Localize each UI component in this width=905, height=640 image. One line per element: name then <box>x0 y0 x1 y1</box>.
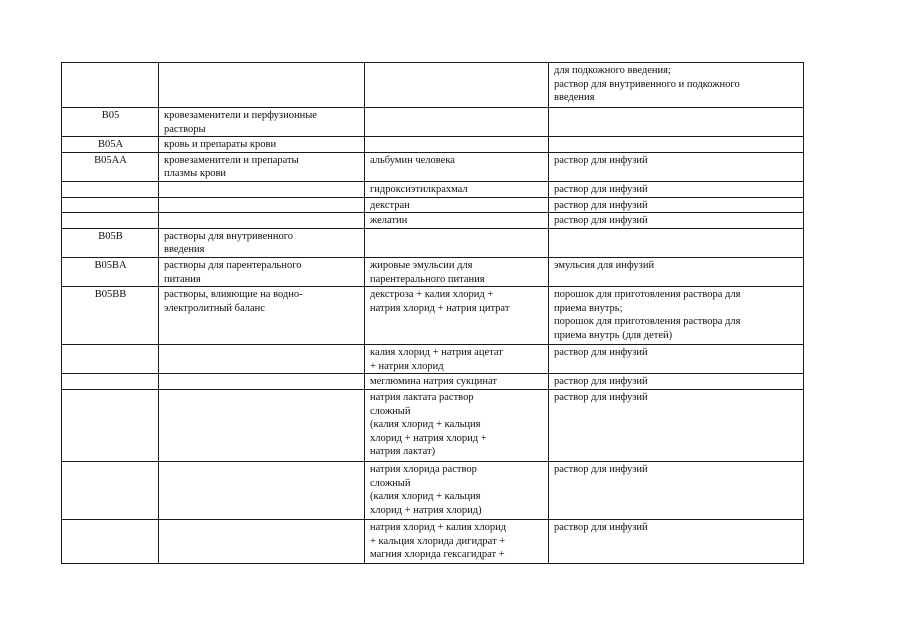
substance-cell <box>365 287 549 345</box>
atc-code-cell <box>62 519 159 563</box>
table-row <box>62 519 804 563</box>
group-name-cell <box>159 197 365 213</box>
cell-text-line: меглюмина натрия сукцинат <box>370 376 497 388</box>
substance-cell <box>365 63 549 108</box>
table-row <box>62 345 804 374</box>
cell-text-line: раствор для инфузий <box>554 521 648 533</box>
cell-text-line: раствор для инфузий <box>554 199 648 211</box>
cell-text-line: гидроксиэтилкрахмал <box>370 183 468 195</box>
group-name-cell <box>159 108 365 137</box>
table-row <box>62 197 804 213</box>
cell-text-line: сложный <box>370 405 411 417</box>
substance-cell <box>365 137 549 153</box>
table-row <box>62 228 804 257</box>
table-row <box>62 389 804 461</box>
cell-text-line: раствор для инфузий <box>554 391 648 403</box>
dosage-form-cell <box>549 197 804 213</box>
substance-cell <box>365 461 549 519</box>
group-name-cell <box>159 345 365 374</box>
dosage-form-cell <box>549 213 804 229</box>
atc-code-cell <box>62 374 159 390</box>
atc-code-cell <box>62 181 159 197</box>
cell-text-line: желатин <box>370 215 408 227</box>
cell-text-line: кровезаменители и препараты <box>164 154 299 166</box>
cell-text-line: альбумин человека <box>370 154 455 166</box>
table-row <box>62 152 804 181</box>
dosage-form-cell <box>549 287 804 345</box>
dosage-form-cell <box>549 389 804 461</box>
substance-cell <box>365 152 549 181</box>
cell-text-line: калия хлорид + натрия ацетат <box>370 347 503 359</box>
cell-text-line: сложный <box>370 477 411 489</box>
cell-text-line: декстроза + калия хлорид + <box>370 289 494 301</box>
cell-text-line: декстран <box>370 199 410 211</box>
substance-cell <box>365 228 549 257</box>
cell-text-line: + натрия хлорид <box>370 360 444 372</box>
cell-text-line: порошок для приготовления раствора для <box>554 316 741 328</box>
atc-code-cell <box>62 345 159 374</box>
substance-cell <box>365 345 549 374</box>
cell-text-line: натрия хлорида раствор <box>370 463 477 475</box>
table-row <box>62 213 804 229</box>
table-row <box>62 287 804 345</box>
table-row <box>62 461 804 519</box>
atc-code-cell: B05AA <box>62 152 159 181</box>
cell-text-line: приема внутрь (для детей) <box>554 329 673 341</box>
dosage-form-cell <box>549 63 804 108</box>
atc-code-cell <box>62 389 159 461</box>
substance-cell <box>365 197 549 213</box>
cell-text-line: растворы для парентерального <box>164 259 302 271</box>
dosage-form-cell <box>549 228 804 257</box>
cell-text-line: введения <box>554 92 595 104</box>
cell-text-line: раствор для инфузий <box>554 347 648 359</box>
atc-code-cell: B05BB <box>62 287 159 345</box>
cell-text-line: порошок для приготовления раствора для <box>554 289 741 301</box>
substance-cell <box>365 519 549 563</box>
cell-text-line: натрия хлорид + натрия цитрат <box>370 302 510 314</box>
atc-drug-table <box>61 62 804 564</box>
group-name-cell <box>159 389 365 461</box>
cell-text-line: натрия лактата раствор <box>370 391 474 403</box>
group-name-cell <box>159 461 365 519</box>
group-name-cell <box>159 213 365 229</box>
cell-text-line: раствор для инфузий <box>554 154 648 166</box>
table-body <box>62 63 804 564</box>
substance-cell <box>365 108 549 137</box>
atc-code-cell <box>62 63 159 108</box>
cell-text-line: жировые эмульсии для <box>370 259 473 271</box>
group-name-cell <box>159 287 365 345</box>
dosage-form-cell <box>549 519 804 563</box>
atc-code-cell: B05BA <box>62 257 159 286</box>
atc-code-cell <box>62 213 159 229</box>
group-name-cell <box>159 137 365 153</box>
cell-text-line: магния хлорида гексагидрат + <box>370 549 505 561</box>
dosage-form-cell <box>549 257 804 286</box>
cell-text-line: раствор для инфузий <box>554 376 648 388</box>
dosage-form-cell <box>549 152 804 181</box>
cell-text-line: приема внутрь; <box>554 302 623 314</box>
cell-text-line: введения <box>164 244 205 256</box>
group-name-cell <box>159 519 365 563</box>
cell-text-line: растворы <box>164 123 206 135</box>
cell-text-line: эмульсия для инфузий <box>554 259 655 271</box>
cell-text-line: парентерального питания <box>370 273 485 285</box>
group-name-cell <box>159 374 365 390</box>
cell-text-line: хлорид + натрия хлорид) <box>370 504 482 516</box>
cell-text-line: растворы для внутривенного <box>164 230 294 242</box>
cell-text-line: электролитный баланс <box>164 302 265 314</box>
group-name-cell <box>159 257 365 286</box>
cell-text-line: питания <box>164 273 201 285</box>
cell-text-line: для подкожного введения; <box>554 65 671 76</box>
cell-text-line: раствор для внутривенного и подкожного <box>554 78 740 90</box>
substance-cell <box>365 374 549 390</box>
substance-cell <box>365 389 549 461</box>
cell-text-line: кровь и препараты крови <box>164 139 277 151</box>
dosage-form-cell <box>549 374 804 390</box>
atc-code-cell: B05B <box>62 228 159 257</box>
group-name-cell <box>159 181 365 197</box>
dosage-form-cell <box>549 137 804 153</box>
group-name-cell <box>159 63 365 108</box>
table-row <box>62 137 804 153</box>
cell-text-line: раствор для инфузий <box>554 463 648 475</box>
cell-text-line: (калия хлорид + кальция <box>370 491 481 503</box>
cell-text-line: хлорид + натрия хлорид + <box>370 432 487 444</box>
table-row <box>62 63 804 108</box>
cell-text-line: плазмы крови <box>164 168 227 180</box>
dosage-form-cell <box>549 345 804 374</box>
cell-text-line: + кальция хлорида дигидрат + <box>370 535 506 547</box>
cell-text-line: натрия лактат) <box>370 446 436 458</box>
cell-text-line: раствор для инфузий <box>554 183 648 195</box>
cell-text-line: натрия хлорид + калия хлорид <box>370 521 507 533</box>
atc-code-cell: B05 <box>62 108 159 137</box>
dosage-form-cell <box>549 181 804 197</box>
dosage-form-cell <box>549 461 804 519</box>
cell-text-line: раствор для инфузий <box>554 215 648 227</box>
table-row <box>62 374 804 390</box>
atc-code-cell <box>62 461 159 519</box>
dosage-form-cell <box>549 108 804 137</box>
atc-code-cell: B05A <box>62 137 159 153</box>
cell-text-line: растворы, влияющие на водно- <box>164 289 303 301</box>
substance-cell <box>365 181 549 197</box>
cell-text-line: кровезаменители и перфузионные <box>164 110 317 121</box>
cell-text-line: (калия хлорид + кальция <box>370 419 481 431</box>
table-row <box>62 257 804 286</box>
substance-cell <box>365 213 549 229</box>
table-row <box>62 108 804 137</box>
table-row <box>62 181 804 197</box>
group-name-cell <box>159 152 365 181</box>
atc-code-cell <box>62 197 159 213</box>
group-name-cell <box>159 228 365 257</box>
substance-cell <box>365 257 549 286</box>
